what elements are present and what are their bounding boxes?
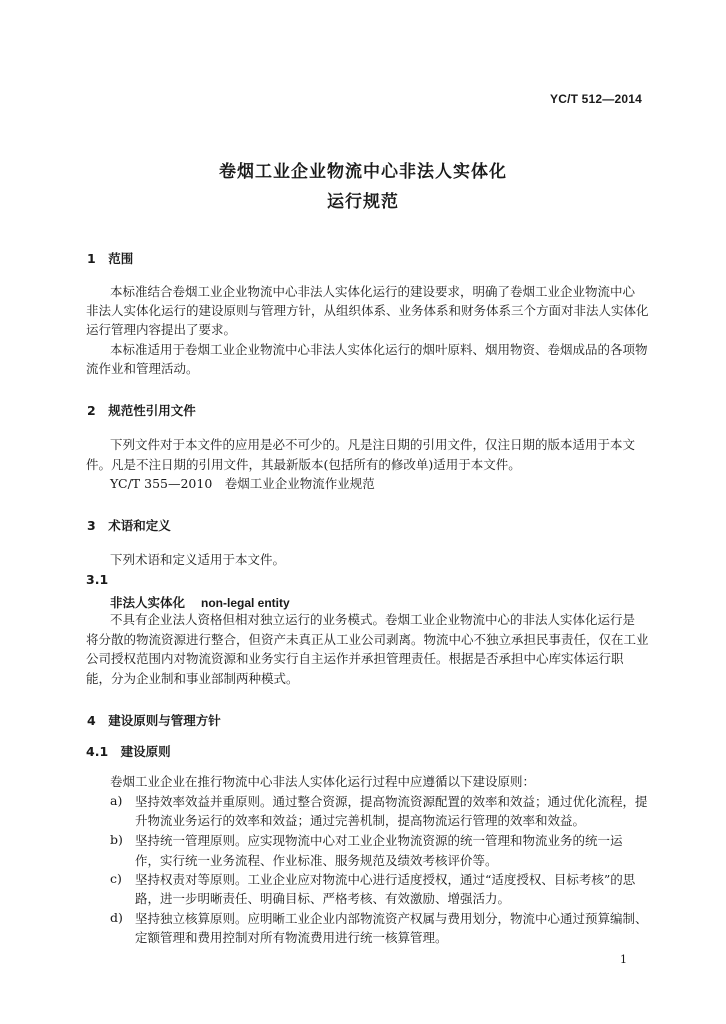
document-title-line2: 运行规范 <box>327 192 399 212</box>
text-line: 坚持独立核算原则。应明晰工业企业内部物流资产权属与费用划分，物流中心通过预算编制、 <box>135 911 648 926</box>
section-3-heading: 3 术语和定义 <box>87 518 171 533</box>
list-item-label: c) <box>110 871 122 886</box>
text-line: 公司授权范围内对物流资源和业务实行自主运作并承担管理责任。根据是否承担中心库实体运行职 <box>86 651 624 666</box>
text-line: 流作业和管理活动。 <box>86 361 199 376</box>
standard-code: YC/T 512—2014 <box>550 92 642 106</box>
normative-reference: YC/T 355—2010 卷烟工业企业物流作业规范 <box>110 476 375 491</box>
text-line: 坚持权责对等原则。工业企业应对物流中心进行适度授权，通过“适度授权、目标考核”的思 <box>135 872 636 887</box>
text-line: 不具有企业法人资格但相对独立运行的业务模式。卷烟工业企业物流中心的非法人实体化运行是 <box>110 612 636 627</box>
text-line: 件。凡是不注日期的引用文件，其最新版本(包括所有的修改单)适用于本文件。 <box>86 457 521 472</box>
term-number: 3.1 <box>86 572 109 587</box>
text-line: 升物流业务运行的效率和效益；通过完善机制，提高物流运行管理的效率和效益。 <box>135 813 586 828</box>
term-chinese: 非法人实体化 <box>110 595 186 610</box>
section-4-1-heading: 4.1 建设原则 <box>86 744 171 759</box>
text-line: 运行管理内容提出了要求。 <box>86 322 237 337</box>
section-3-intro: 下列术语和定义适用于本文件。 <box>110 552 286 567</box>
section-1-heading: 1 范围 <box>87 251 134 266</box>
text-line: 将分散的物流资源进行整合，但资产未真正从工业公司剥离。物流中心不独立承担民事责任，仅在工业 <box>86 632 649 647</box>
text-line: 下列文件对于本文件的应用是必不可少的。凡是注日期的引用文件，仅注日期的版本适用于本文 <box>110 437 636 452</box>
text-line: 路，进一步明晰责任、明确目标、严格考核、有效激励、增强活力。 <box>135 891 511 906</box>
text-line: 本标准适用于卷烟工业企业物流中心非法人实体化运行的烟叶原料、烟用物资、卷烟成品的各项物 <box>110 342 648 357</box>
list-item-label: b) <box>110 832 123 847</box>
list-item-label: d) <box>110 910 123 925</box>
section-4-1-intro: 卷烟工业企业在推行物流中心非法人实体化运行过程中应遵循以下建设原则： <box>110 774 536 789</box>
page-number: 1 <box>620 953 627 966</box>
term-entry <box>110 592 290 611</box>
text-line: 作，实行统一业务流程、作业标准、服务规范及绩效考核评价等。 <box>135 853 498 868</box>
section-4-heading: 4 建设原则与管理方针 <box>87 713 221 728</box>
text-line: 坚持统一管理原则。应实现物流中心对工业企业物流资源的统一管理和物流业务的统一运 <box>135 833 623 848</box>
text-line: 本标准结合卷烟工业企业物流中心非法人实体化运行的建设要求，明确了卷烟工业企业物流中心 <box>110 284 636 299</box>
text-line: 坚持效率效益并重原则。通过整合资源，提高物流资源配置的效率和效益；通过优化流程，提 <box>135 794 648 809</box>
section-2-heading: 2 规范性引用文件 <box>87 403 196 418</box>
text-line: 能，分为企业制和事业部制两种模式。 <box>86 671 299 686</box>
list-item-label: a) <box>110 793 123 808</box>
text-line: 定额管理和费用控制对所有物流费用进行统一核算管理。 <box>135 930 448 945</box>
document-title-line1: 卷烟工业企业物流中心非法人实体化 <box>219 162 507 182</box>
text-line: 非法人实体化运行的建设原则与管理方针，从组织体系、业务体系和财务体系三个方面对非法人实体化 <box>86 303 649 318</box>
term-english: non-legal entity <box>201 596 290 610</box>
